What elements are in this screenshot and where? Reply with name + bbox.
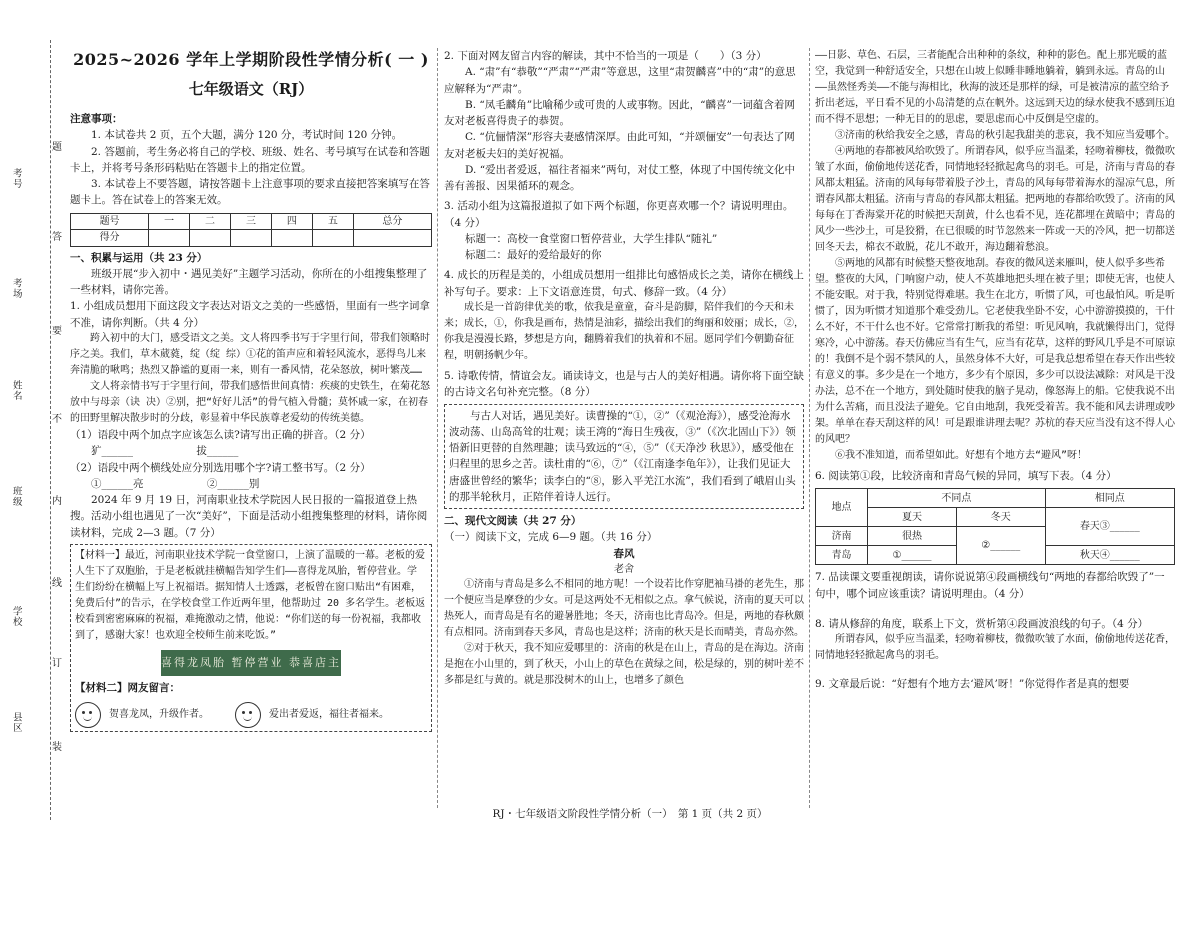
binding-label-name: 姓名 (10, 380, 22, 401)
comment-row (75, 702, 427, 728)
column-middle (444, 48, 804, 689)
cut-char: 答 (52, 232, 62, 243)
material-1: 【材料一】最近，河南职业技术学院一食堂窗口，上演了温暖的一幕。老板的爱人生下了双胞胎，于是老板就挂横幅告知学生们——喜得龙凤胎，暂停营业。学生们纷纷在横幅上写上祝福语。据知情人士透露，老板曾在窗口贴出“有困难，免费后付”的告示，在学校食堂工作近两年里，他帮助过 20 多名学生。老板返校看到密密麻麻的祝福，难掩激动之情，他说：“你们送的每一份祝福，我都收到了，感谢大家！也欢迎全校师生前来吃饭。” (75, 549, 426, 641)
table-header: 地点 (816, 489, 868, 527)
answer-cell[interactable]: ②______ (956, 527, 1045, 565)
notice-item: 1. 本试卷共 2 页，五个大题，满分 120 分，考试时间 120 分钟。 (91, 129, 403, 142)
section-heading: 一、积累与运用（共 23 分） (70, 251, 208, 264)
question-2: 2. 下面对网友留言内容的解读，其中不恰当的一项是（ ）（3 分） (444, 50, 767, 62)
material-2-heading: 【材料二】网友留言： (75, 681, 180, 694)
question-6: 6. 阅读第①段，比较济南和青岛气候的异同，填写下表。（4 分） (815, 470, 1117, 482)
cut-char: 装 (52, 742, 62, 753)
passage-family: 文人将亲情书写于字里行间，带我们感悟世间真情：疾痰的史铁生，在菊花怒放中与母亲（诀 决）②别，把“好好儿活”的骨气植入骨髓；莫怀戚一家，在初春的田野里解决散步时的分歧，彰显着中华民族尊老爱幼的传统美德。 (70, 380, 430, 424)
row-label: 济南 (816, 527, 868, 546)
article-para-5: ⑤两地的风都有时候整天整夜地刮。春夜的微风送来雁叫，使人似乎多些希望。整夜的大风，门响窗户动，使人不英雄地把头埋在被子里；即使无害，也使人不能安眠。对于我，特别觉得难堪。我生在北方，听惯了风，可也最怕风。听是听惯了，因为听惯才知道那个难受劲儿。它老使我坐卧不安，心中游游摸摸的，干什么不好，不干什么也不好。它常常打断我的希望：听见风响，我就懒得出门，觉得寒冷，心中游荡。春天仿佛应当有生气，应当有花草，这样的野风几乎是不可原谅的！我倒不是个弱不禁风的人，虽然身体不大好，可是我总想希望在春天作出些较有意义的事。多少是在一个地方，多少有个原因，多少可以设法减除：对风是干没办法，总不在一个地方，到处随时使我的脑子晃动，像怒海上的船。它使我说不出为什么苦痛，而且没法子避免。它自由地刮，我死受着苦。我不能和风去讲理或吵架。单单在春天刮这样的风！可是跟谁讲理去呢？苏杭的春天应当没有这不得人心的风吧？ (815, 258, 1175, 445)
score-cell[interactable] (271, 230, 312, 247)
article-para-6: ⑥我不准知道，而希望如此。好想有个地方去“避风”呀！ (835, 450, 1088, 461)
article-title: 春风 (613, 547, 635, 560)
score-table (70, 213, 432, 247)
question-1-sub-2: （2）语段中两个横线处应分别选用哪个字?请工整书写。（2 分） (70, 461, 371, 474)
article-para-4: ④两地的春都被风给吹毁了。所谓春风，似乎应当温柔，轻吻着柳枝，微微吹皱了水面，偷偷地传送花香，同情地轻轻掀起禽鸟的羽毛。可是，济南与青岛的春风都太粗猛。济南的风每每带着股子沙土，青岛的风每每带着海水的湿凉气息，所谓春风都太粗猛。济南与青岛的春风都太粗猛。把两地的春都给吹毁了。济南的风每每在丁香海棠开花的时候把天刮黄，什么也看不见，连花都埋在黄暗中；青岛的风少一些沙土，可是狡猾，在已很暖的时节忽然来一阵或一天的冷风，把一切都送回冬天去，棉衣不敢脱，花儿不敢开，海边翻着愁浪。 (815, 146, 1175, 253)
article-para-2-cont: ——日影、草色、石层，三者能配合出种种的条纹，种种的影色。配上那光暖的蓝空，我觉到一种舒适安全，只想在山坡上似睡非睡地躺着，躺到永远。青岛的山——虽然怪秀美——不能与海相比，秋海的波还是那样的绿，可是被清凉的蓝空给予折出老远，平日看不见的小岛清楚的点在帆外。这远到天边的绿水使我不感到压迫而不得不思想；一种无目的的思虑，要思虑而心中反倒是空虚的。 (815, 50, 1175, 125)
question-8: 8. 请从修辞的角度，联系上下文，赏析第④段画波浪线的句子。（4 分） (815, 617, 1149, 630)
cut-char: 内 (52, 496, 62, 507)
news-intro: 2024 年 9 月 19 日，河南职业技术学院因人民日报的一篇报道登上热搜。活动小组也遇见了一次“美好”，下面是活动小组搜集整理的材料，请你阅读材料，完成 2—3 题。（7 分） (70, 494, 428, 539)
article-author: 老舍 (614, 563, 634, 575)
score-cell[interactable] (231, 230, 272, 247)
comment-text: 爱出者爱返，福往者福来。 (269, 709, 389, 721)
binding-label-school: 学校 (10, 606, 22, 627)
char-blanks (70, 476, 432, 492)
passage-seasons: 跨入初中的大门，感受语文之美。文人将四季书写于字里行间，带我们领略时序之美。我们，草木葳蕤，绽（绽 综）①花的笛声应和着轻风流水，恶得鸟儿来奔清脆的啾鸣；热烈又静谧的夏雨一来，则有一番风情，花朵怒放，树叶繁茂…… (70, 332, 430, 376)
table-header: 夏天 (868, 508, 957, 527)
binding-strip (0, 40, 62, 820)
score-cell[interactable] (190, 230, 231, 247)
material-box (70, 544, 432, 732)
binding-label-room: 考场 (10, 278, 22, 299)
exam-subtitle: 七年级语文（RJ） (188, 79, 314, 98)
question-3: 3. 活动小组为这篇报道拟了如下两个标题，你更喜欢哪一个？请说明理由。（4 分） (444, 200, 794, 229)
answer-cell[interactable]: 秋天④______ (1045, 546, 1174, 565)
cut-char: 订 (52, 658, 62, 669)
cut-char: 不 (52, 414, 62, 425)
exam-title: 2025~2026 学年上学期阶段性学情分析( 一 ) (73, 50, 429, 69)
table-header: 不同点 (868, 489, 1046, 508)
q5-passage: 与古人对话，遇见美好。读曹操的“①，②”（《观沧海》），感受沧海水波动荡、山岛高耸的壮观；读王湾的“海日生残夜，③”（《次北固山下》）领悟新旧更替的自然理趣；读马致远的“④，⑤”（《天净沙 秋思》），感受他在归程里的思乡之苦。读杜甫的“⑥，⑦”（《江南逢李龟年》），让我们见证大唐盛世曾经的繁华；读李白的“⑧，影入平羌江水流”，我们看到了峨眉山头的那半轮秋月，正陪伴着诗人远行。 (449, 409, 796, 503)
q2-option[interactable]: D. “爱出者爱返，福往者福来”两句，对仗工整，体现了中国传统文化中善有善报、因果循环的观念。 (444, 163, 795, 193)
question-4: 4. 成长的历程是美的，小组成员想用一组排比句感悟成长之美，请你在横线上补写句子。要求：上下文语意连贯，句式、修辞一致。（4 分） (444, 269, 804, 298)
column-divider (809, 48, 810, 808)
column-right (815, 48, 1175, 692)
notice-item: 3. 本试卷上不要答题，请按答题卡上注意事项的要求直接把答案填写在答题卡上。答在试卷上的答案无效。 (70, 178, 430, 207)
score-header: 四 (271, 213, 312, 230)
pinyin-blank[interactable]: 犷______ (91, 445, 133, 458)
q4-passage: 成长是一首韵律优美的歌，依我是童童，奋斗是韵脚，陪伴我们的今天和未来；成长，①，你我是画布，热情是油彩，描绘出我们的绚丽和姣丽；成长，②，你我是漫漫长路，梦想是方向，翻腾着我们的执着和不屈。愿同学们今朝勤奋征程，明朝扬帆少年。 (444, 301, 804, 361)
binding-label-class: 班级 (10, 486, 22, 507)
avatar-icon (235, 702, 261, 728)
notice-item: 2. 答题前，考生务必将自己的学校、班级、姓名、考号填写在试卷和答题卡上，并将考号条形码粘贴在答题卡上的指定位置。 (70, 145, 430, 174)
score-header: 五 (312, 213, 353, 230)
score-cell[interactable] (312, 230, 353, 247)
answer-cell[interactable]: 春天③______ (1045, 508, 1174, 546)
column-divider (437, 48, 438, 808)
article-para-3: ③济南的秋给我安全之感，青岛的秋引起我甜美的悲哀，我不知应当爱哪个。 (835, 130, 1175, 141)
score-header: 二 (190, 213, 231, 230)
score-header: 总分 (353, 213, 431, 230)
score-cell[interactable] (353, 230, 431, 247)
q3-title: 标题一：高校一食堂窗口暂停营业，大学生排队“随礼” (465, 232, 718, 245)
row-label: 青岛 (816, 546, 868, 565)
page-footer: RJ・七年级语文阶段性学情分析（一） 第 1 页（共 2 页） (492, 808, 768, 820)
question-1-sub-1: （1）语段中两个加点字应该怎么读?请写出正确的拼音。（2 分） (70, 428, 371, 441)
pinyin-blanks (70, 443, 432, 459)
q5-box (444, 404, 804, 510)
score-row-label: 得分 (71, 230, 149, 247)
q2-option[interactable]: B. “凤毛麟角”比喻稀少或可贵的人或事物。因此，“麟喜”一词蕴含着网友对老板喜得贵子的恭贺。 (444, 98, 795, 128)
q3-title: 标题二：最好的爱给最好的你 (465, 249, 602, 262)
binding-label-exam-no: 考号 (10, 168, 22, 189)
q2-option[interactable]: C. “伉俪情深”形容夫妻感情深厚。由此可知，“并颂俪安”一句表达了网友对老板夫妇的美好祝福。 (444, 131, 795, 160)
comment-text: 贺喜龙凤，升级作者。 (109, 709, 209, 721)
article-para-1: ①济南与青岛是多么不相同的地方呢！一个设若比作穿肥袖马褂的老先生，那一个便应当是摩登的少女。可是这两处不无相似之点。拿气候说，济南的夏天可以热死人，而青岛是有名的避暑胜地；冬天，济南也比青岛冷。但是，两地的春秋颇有点相同。济南到春天多风，青岛也是这样；济南的秋天是长而晴美，青岛亦然。 (444, 579, 804, 639)
intro-text: 班级开展“步入初中・遇见美好”主题学习活动，你所在的小组搜集整理了一些材料，请你完善。 (70, 267, 428, 297)
notice-heading: 注意事项： (70, 113, 123, 126)
cut-line (50, 40, 51, 820)
article-para-2: ②对于秋天，我不知应爱哪里的：济南的秋是在山上，青岛的是在海边。济南是抱在小山里的，到了秋天，小山上的草色在黄绿之间，松是绿的，别的树叶差不多都是红与黄的。就是那没树木的山上，也增多了颜色 (444, 643, 804, 687)
cut-char: 题 (52, 142, 62, 153)
question-5: 5. 诗歌传情，情谊会友。诵读诗文，也是与古人的美好相遇。请你将下面空缺的古诗文名句补充完整。（8 分） (444, 369, 804, 399)
score-header: 三 (231, 213, 272, 230)
char-blank[interactable]: ①______亮 (91, 477, 144, 490)
table-header: 相同点 (1045, 489, 1174, 508)
pinyin-blank[interactable]: 拔______ (196, 445, 239, 458)
cut-char: 线 (52, 578, 62, 589)
column-left (70, 48, 432, 735)
score-cell[interactable] (149, 230, 190, 247)
notice-block (70, 111, 432, 209)
q8-quote: 所谓春风，似乎应当温柔，轻吻着柳枝，微微吹皱了水面，偷偷地传送花香，同情地轻轻掀起禽鸟的羽毛。 (815, 634, 1175, 662)
score-header: 题号 (71, 213, 149, 230)
q2-option[interactable]: A. “肃”有“恭敬”“严肃”“严肃”等意思，这里“肃贺麟喜”中的“肃”的意思应解释为“严肃”。 (444, 66, 796, 95)
section-heading: 二、现代文阅读（共 27 分） (444, 515, 582, 528)
banner-photo: 喜得龙凤胎 暂停营业 恭喜店主 (161, 650, 341, 676)
char-blank[interactable]: ②______别 (206, 477, 260, 490)
score-header: 一 (149, 213, 190, 230)
cut-char: 要 (52, 326, 62, 337)
question-7: 7. 品读课文要重视朗读，请你说说第④段画横线句“两地的春都给吹毁了”一句中，哪个词应该重读？请说明理由。（4 分） (815, 571, 1165, 600)
binding-label-district: 县区 (10, 712, 22, 733)
question-1: 1. 小组成员想用下面这段文字表达对语文之美的一些感悟，里面有一些字词拿不准，请你判断。（共 4 分） (70, 300, 430, 329)
answer-cell[interactable]: ①______ (868, 546, 957, 565)
avatar-icon (75, 702, 101, 728)
table-cell: 很热 (868, 527, 957, 546)
climate-table (815, 488, 1175, 565)
table-header: 冬天 (956, 508, 1045, 527)
question-9: 9. 文章最后说：“好想有个地方去‘避风’呀！”你觉得作者是真的想要 (815, 678, 1130, 691)
part-heading: （一）阅读下文，完成 6—9 题。（共 16 分） (444, 531, 658, 544)
